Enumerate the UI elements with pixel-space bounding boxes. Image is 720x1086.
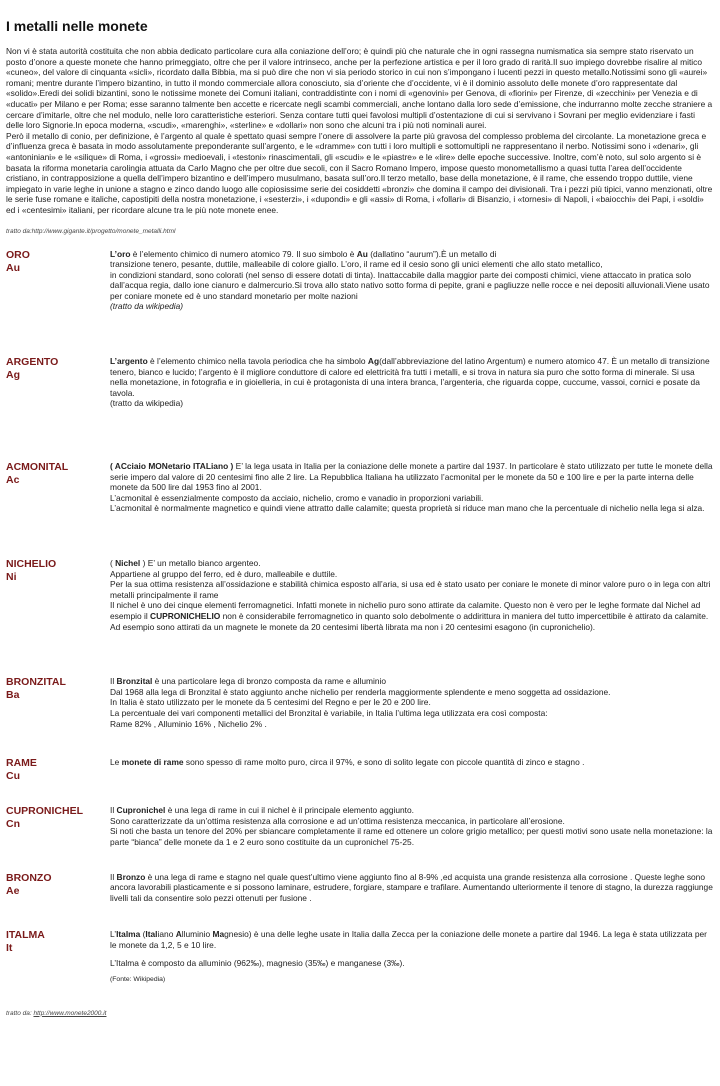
metal-label	[6, 249, 110, 313]
metal-label	[6, 872, 110, 904]
metal-row-rame	[6, 757, 714, 783]
metal-label	[6, 805, 110, 847]
metal-row-acmonital	[6, 461, 714, 514]
metal-paragraph: Sono caratterizzate da un’ottima resistenza alla corrosione e ad un’ottima resistenza meccanica, in particolare all’erosione.	[110, 815, 565, 826]
metal-description	[110, 805, 714, 847]
metal-row-argento	[6, 356, 714, 409]
source-top	[6, 228, 714, 235]
metal-description	[110, 356, 714, 409]
metal-paragraph: ( Nichel ) E’ un metallo bianco argenteo.	[110, 558, 261, 568]
page-title: I metalli nelle monete	[6, 18, 148, 34]
metal-paragraph: Dal 1968 alla lega di Bronzital è stato aggiunto anche nichelio per renderla maggiormente splendente e meno soggetta ad ossidazione.	[110, 686, 611, 697]
metal-paragraph: ( ACciaio MONetario ITALiano ) E’ la lega usata in Italia per la coniazione delle monete a partire dal 1937. In particolare è stato utilizzato per tutte le monete della serie impero dal valore di 20 centesimi fino alle 2 lire. La Repubblica Italiana ha utilizzato l’acmonital per le monete da 50 e 100 lire e per la parte interna delle monete da 500 lire dal 1953 fino al 2001.	[110, 461, 713, 493]
metal-description	[110, 872, 714, 904]
metal-label	[6, 356, 110, 409]
metal-paragraph: L’acmonital è normalmente magnetico e quindi viene attratto dalle calamite; questa proprietà si riduce man mano che la percentuale di nichelio nella lega si alza.	[110, 503, 705, 514]
metal-label	[6, 461, 110, 514]
metal-name: CUPRONICHEL	[6, 805, 84, 818]
metal-paragraph: Rame 82% , Alluminio 16% , Nichelio 2% .	[110, 718, 267, 729]
metal-paragraph: Per la sua ottima resistenza all’ossidazione e stabilità chimica esposto all’aria, si usa ed è stato usato per coniare le monete di minor valore puro o in lega con altri metalli principalmente il rame	[110, 579, 711, 600]
metal-description	[110, 461, 714, 514]
metal-paragraph: (tratto da wikipedia)	[110, 398, 184, 409]
metal-name: ORO	[6, 248, 30, 261]
footer-link[interactable]: http://www.monete2000.it	[33, 1009, 107, 1017]
metal-paragraph: In Italia è stato utilizzato per le monete da 5 centesimi del Regno e per le 20 e 200 lire.	[110, 697, 431, 708]
metal-name: ARGENTO	[6, 356, 59, 369]
metal-symbol: Ag	[6, 369, 20, 382]
metal-label	[6, 676, 110, 729]
footer-source	[6, 1010, 714, 1017]
metal-description	[110, 558, 714, 632]
metal-paragraph: Il Cupronichel è una lega di rame in cui il nichel è il principale elemento aggiunto.	[110, 805, 414, 816]
metal-paragraph: L’argento è l’elemento chimico nella tavola periodica che ha simbolo Ag(dall’abbreviazione del latino Argentum) e numero atomico 47. È un metallo di transizione tenero, bianco e lucido; l’argento è il migliore conduttore di calore ed elettricità fra tutti i metalli, e si trova in natura sia puro che sotto forma di minerale. Si usa nella monetazione, in fotografia e in gioielleria, in cui è protagonista di una intera branca, l’argenteria, che riguarda coppe, cuccume, vassoi, cornici e posate da tavola.	[110, 356, 710, 398]
metal-paragraph: L’Italma è composto da alluminio (962‰), magnesio (35‰) e manganese (3‰).	[110, 958, 405, 969]
metal-paragraph: L’Italma (Italiano Alluminio Magnesio) è una delle leghe usate in Italia dalla Zecca per la coniazione delle monete a partire dal 1946. La lega è stata utilizzata per le monete da 1,2, 5 e 10 lire.	[110, 929, 707, 950]
metal-row-oro	[6, 249, 714, 313]
metal-paragraph: Il nichel è uno dei cinque elementi ferromagnetici. Infatti monete in nichelio puro sono attirate da calamite. Questo non è vero per le leghe formate dal Nichel ad esempio il CUPRONICHELIO non è considerabile ferromagnetico in quanto solo debolmente o addirittura in maniera del tutto impercettibile è attirato da calamite.	[110, 600, 709, 621]
metal-paragraph: in condizioni standard, sono colorati (nel senso di essere dotati di tinta). Inattaccabile dalla maggior parte dei composti chimici, viene attaccato in pratica solo dall’acqua regia, dallo ione cianuro e dalmercurio.Si trova allo stato nativo sotto forma di pepite, grani e pagliuzze nelle rocce e nei depositi alluvionali.Viene usato per coniare monete ed è uno standard monetario per molte nazioni	[110, 269, 710, 301]
metal-paragraph: (tratto da wikipedia)	[110, 301, 184, 312]
source-top-text: tratto da:http://www.gigante.it/progetto/monete_metalli.html	[6, 227, 176, 235]
metal-name: BRONZO	[6, 871, 52, 884]
metal-description	[110, 249, 714, 313]
footer-prefix: tratto da:	[6, 1009, 34, 1017]
metal-paragraph: Si noti che basta un tenore del 20% per sbiancare completamente il rame ed ottenere un colore grigio metallico; per questi motivi sono usate nella monetazione: la parte “bianca” delle monete da 1 e 2 euro sono costituite da un cupronichel 75-25.	[110, 826, 713, 847]
intro-text	[6, 46, 714, 216]
metal-paragraph: L’oro è l’elemento chimico di numero atomico 79. Il suo simbolo è Au (dallatino “aurum”).È un metallo di	[110, 248, 497, 259]
metal-symbol: Au	[6, 261, 20, 274]
metal-name: BRONZITAL	[6, 676, 66, 689]
metal-symbol: It	[6, 942, 13, 955]
metal-description	[110, 929, 714, 985]
metal-symbol: Cn	[6, 818, 20, 831]
intro-paragraph: Però il metallo di conio, per definizione, è l’argento al quale è spettato quasi sempre l’onere di assolvere la parte più gravosa del complesso problema del circolante. La monetazione greca e d’influenza greca è basata in modo assolutamente preponderante sull’argento, e le «dramme» con tutti i loro multipli e sottomultipli ne rappresentano il nerbo. Notissimi sono i «denari», gli «antoniniani» e le «silique» di Roma, i «grossi» medioevali, i «testoni» rinascimentali, gli «scudi» e le «piastre» e le «lire» delle epoche successive. Inoltre, com’è noto, sul solo argento si è basata la riforma monetaria carolingia attuata da Carlo Magno che per oltre due secoli, con il Sacro Romano Impero, impose questo monometallismo a quasi tutta l’area dell’occidente cristiano, in contrapposizione a quella dell’impero bizantino e dell’impero musulmano, basata sull’oro.Il terzo metallo, base della monetazione, è il rame, che essendo troppo duttile, viene impiegato in varie leghe in unione a stagno e zinco dando luogo alle copiosissime serie dei cosiddetti «bronzi» che domina il campo dei divisionali. Tra i pezzi più tipici, vanno menzionati, oltre le serie fuse romane e italiche, capostipiti della nostra monetazione, i «sesterzi», i «dupondi» e gli «assi» di Roma, i «follari» di Bisanzio, i «tornesi» di Napoli, i «baiocchi» dei Papi, i «soldi» ed i «centesimi» italiani, per ricordare alcune tra le più note monete enee.	[6, 130, 713, 215]
metal-symbol: Ni	[6, 571, 17, 583]
metal-symbol: Ae	[6, 884, 20, 897]
metal-paragraph: Appartiene al gruppo del ferro, ed è duro, malleabile e duttile.	[110, 568, 338, 579]
metal-paragraph: La percentuale dei vari componenti metallici del Bronzital è variabile, in Italia l’ultima lega utilizzata era così composta:	[110, 707, 548, 718]
metal-symbol: Cu	[6, 770, 20, 783]
metal-name: ACMONITAL	[6, 461, 69, 474]
metal-row-cupronichel	[6, 805, 714, 847]
metal-description	[110, 757, 714, 783]
intro-paragraph: Non vi è stata autorità costituita che non abbia dedicato particolare cura alla coniazione dell’oro; è quindi più che naturale che in ogni rassegna numismatica sia sempre stato riservato un posto d’onore a queste monete che hanno primeggiato, oltre che per il valore intrinseco, anche per la perfezione artistica e per il loro grado di rarità.Il suo impiego dovrebbe risalire al mitico «cuneo», del valore di cinquanta «sicli», ricordato dalla Bibbia, ma si può dire che non vi sia periodo storico in cui non s’impongano i lucenti pezzi in questo metallo.Notissimi sono gli «aurei» romani; mentre durante l’impero bizantino, in tutto il mondo commerciale allora conosciuto, sia d’oriente che d’occidente, vi è il dominio assoluto delle monete d’oro rappresentate dal «solido».Eredi dei solidi bizantini, sono le notissime monete dei Comuni italiani, contraddistinte con i nomi di «genovini» per Genova, di «fiorini» per Firenze, di «zecchini» per Venezia e di «ducati» per Milano e per Roma; esse saranno talmente ben accette e ricercate negli scambi commerciali, anche lontano dalla loro sede d’emissione, che indurranno molte zecche straniere a cercare d’imitarle, oltre che nel modulo, nelle loro caratteristiche esteriori. Senza contare tutti quei favolosi multipli d’ostentazione di cui si servivano i Sovrani per meglio evidenziare i fasti delle loro Signorie.In epoca moderna, «scudi», «marenghi», «sterline» e «dollari» non sono che alcuni tra i più noti nominali aurei.	[6, 46, 713, 131]
metal-description	[110, 676, 714, 729]
metal-row-bronzital	[6, 676, 714, 729]
metal-name: NICHELIO	[6, 558, 57, 570]
metal-label	[6, 929, 110, 985]
metal-name: ITALMA	[6, 929, 45, 942]
metal-symbol: Ba	[6, 689, 20, 702]
metal-paragraph: Il Bronzo è una lega di rame e stagno nel quale quest’ultimo viene aggiunto fino al 8-9% ,ed acquista una grande resistenza alla corrosione . Queste leghe sono ancora lavorabili plasticamente e si possono laminare, estrudere, forgiare, stampare e trafilare. Aumentando ulteriormente il tenore di stagno, la durezza raggiunge livelli tali da consentire solo pezzi ottenuti per fusione .	[110, 871, 713, 903]
metal-paragraph: Il Bronzital è una particolare lega di bronzo composta da rame e alluminio	[110, 676, 387, 687]
metal-paragraph: Ad esempio sono attirati da un magnete le monete da 20 centesimi libertà librata ma non i 20 centesimi esagono (in cupronichelio).	[110, 621, 596, 632]
metals-list	[6, 249, 714, 986]
metal-row-nichelio	[6, 558, 714, 632]
metal-row-bronzo	[6, 872, 714, 904]
metal-paragraph: (Fonte: Wikipedia)	[110, 976, 166, 984]
metal-symbol: Ac	[6, 474, 20, 487]
metal-name: RAME	[6, 757, 37, 770]
metal-label	[6, 757, 110, 783]
metal-label	[6, 558, 110, 632]
metal-row-italma	[6, 929, 714, 985]
metal-paragraph: Le monete di rame sono spesso di rame molto puro, circa il 97%, e sono di solito legate con piccole quantità di zinco e stagno .	[110, 757, 585, 768]
metal-paragraph: L’acmonital è essenzialmente composto da acciaio, nichelio, cromo e vanadio in proporzioni variabili.	[110, 492, 484, 503]
metal-paragraph: transizione tenero, pesante, duttile, malleabile di colore giallo. L’oro, il rame ed il cesio sono gli unici elementi che allo stato metallico,	[110, 259, 603, 270]
